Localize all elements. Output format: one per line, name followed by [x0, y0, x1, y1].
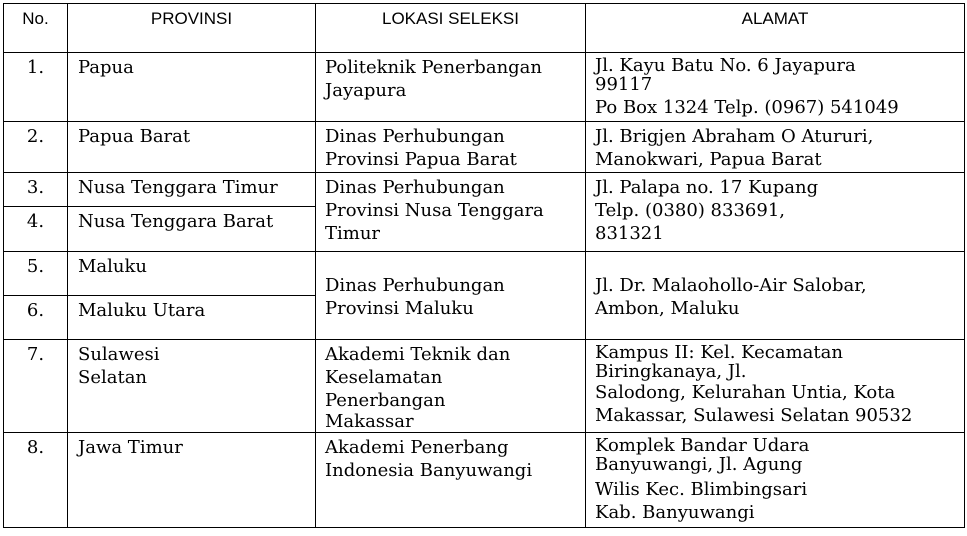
lokasi-cell [316, 433, 586, 528]
lokasi-text: Dinas Perhubungan [325, 177, 505, 198]
alamat-text: Wilis Kec. Blimbingsari [595, 479, 808, 500]
provinsi-text: Papua [78, 57, 134, 78]
row-number: 1. [4, 53, 68, 122]
provinsi-cell [68, 433, 316, 528]
provinsi-cell [68, 207, 316, 252]
lokasi-text: Provinsi Maluku [325, 298, 474, 319]
header-provinsi: PROVINSI [68, 4, 316, 53]
header-alamat: ALAMAT [586, 4, 965, 53]
header-no: No. [4, 4, 68, 53]
alamat-text: Banyuwangi, Jl. Agung [595, 454, 803, 475]
alamat-text: Salodong, Kelurahan Untia, Kota [595, 382, 896, 403]
row-number: 7. [4, 340, 68, 433]
lokasi-text: Indonesia Banyuwangi [325, 460, 533, 481]
selection-locations-table [3, 3, 965, 528]
provinsi-cell [68, 173, 316, 207]
alamat-text: Biringkanaya, Jl. [595, 361, 747, 382]
lokasi-text: Provinsi Nusa Tenggara [325, 200, 544, 221]
alamat-cell [586, 122, 965, 173]
row-number: 6. [4, 296, 68, 340]
lokasi-text: Dinas Perhubungan [325, 126, 505, 147]
alamat-text: Makassar, Sulawesi Selatan 90532 [595, 405, 913, 426]
provinsi-text: Jawa Timur [78, 437, 183, 458]
row-number: 8. [4, 433, 68, 528]
provinsi-cell [68, 252, 316, 296]
provinsi-cell [68, 53, 316, 122]
alamat-text: Kampus II: Kel. Kecamatan [595, 342, 843, 363]
row-number: 3. [4, 173, 68, 207]
alamat-text: Kab. Banyuwangi [595, 502, 755, 523]
provinsi-text: Maluku [78, 256, 148, 277]
lokasi-cell [316, 122, 586, 173]
alamat-cell [586, 53, 965, 122]
table-row [4, 252, 965, 296]
lokasi-cell [316, 173, 586, 252]
provinsi-text: Nusa Tenggara Timur [78, 177, 278, 198]
provinsi-text: Sulawesi [78, 344, 160, 365]
provinsi-text: Papua Barat [78, 126, 191, 147]
row-number: 4. [4, 207, 68, 252]
alamat-cell [586, 173, 965, 252]
lokasi-text: Politeknik Penerbangan [325, 57, 543, 78]
row-number: 5. [4, 252, 68, 296]
alamat-text: Jl. Kayu Batu No. 6 Jayapura [595, 55, 856, 76]
lokasi-text: Provinsi Papua Barat [325, 149, 517, 170]
provinsi-cell [68, 122, 316, 173]
alamat-text: Po Box 1324 Telp. (0967) 541049 [595, 97, 899, 118]
provinsi-text: Selatan [78, 367, 148, 388]
alamat-text: Jl. Brigjen Abraham O Atururi, [595, 126, 874, 147]
row-number: 2. [4, 122, 68, 173]
alamat-cell [586, 252, 965, 340]
alamat-text: Telp. (0380) 833691, [595, 200, 785, 221]
lokasi-text: Timur [325, 223, 381, 244]
alamat-text: 99117 [595, 74, 653, 95]
table-row [4, 340, 965, 433]
provinsi-cell [68, 296, 316, 340]
table-row [4, 433, 965, 528]
alamat-text: Manokwari, Papua Barat [595, 149, 822, 170]
alamat-cell [586, 433, 965, 528]
alamat-text: Jl. Dr. Malaohollo-Air Salobar, [595, 275, 867, 296]
alamat-text: Jl. Palapa no. 17 Kupang [595, 177, 819, 198]
alamat-cell [586, 340, 965, 433]
lokasi-text: Makassar [325, 411, 414, 432]
table-row [4, 53, 965, 122]
provinsi-text: Maluku Utara [78, 300, 206, 321]
lokasi-cell [316, 53, 586, 122]
alamat-text: 831321 [595, 223, 664, 244]
lokasi-cell [316, 252, 586, 340]
header-lokasi: LOKASI SELEKSI [316, 4, 586, 53]
lokasi-text: Jayapura [325, 80, 407, 101]
lokasi-cell [316, 340, 586, 433]
table-header-row [4, 4, 965, 53]
provinsi-text: Nusa Tenggara Barat [78, 211, 274, 232]
lokasi-text: Akademi Teknik dan [325, 344, 511, 365]
provinsi-cell [68, 340, 316, 433]
alamat-text: Komplek Bandar Udara [595, 435, 810, 456]
table-row [4, 173, 965, 207]
alamat-text: Ambon, Maluku [595, 298, 740, 319]
lokasi-text: Penerbangan [325, 390, 446, 411]
lokasi-text: Akademi Penerbang [325, 437, 509, 458]
lokasi-text: Dinas Perhubungan [325, 275, 505, 296]
table-row [4, 122, 965, 173]
lokasi-text: Keselamatan [325, 367, 443, 388]
